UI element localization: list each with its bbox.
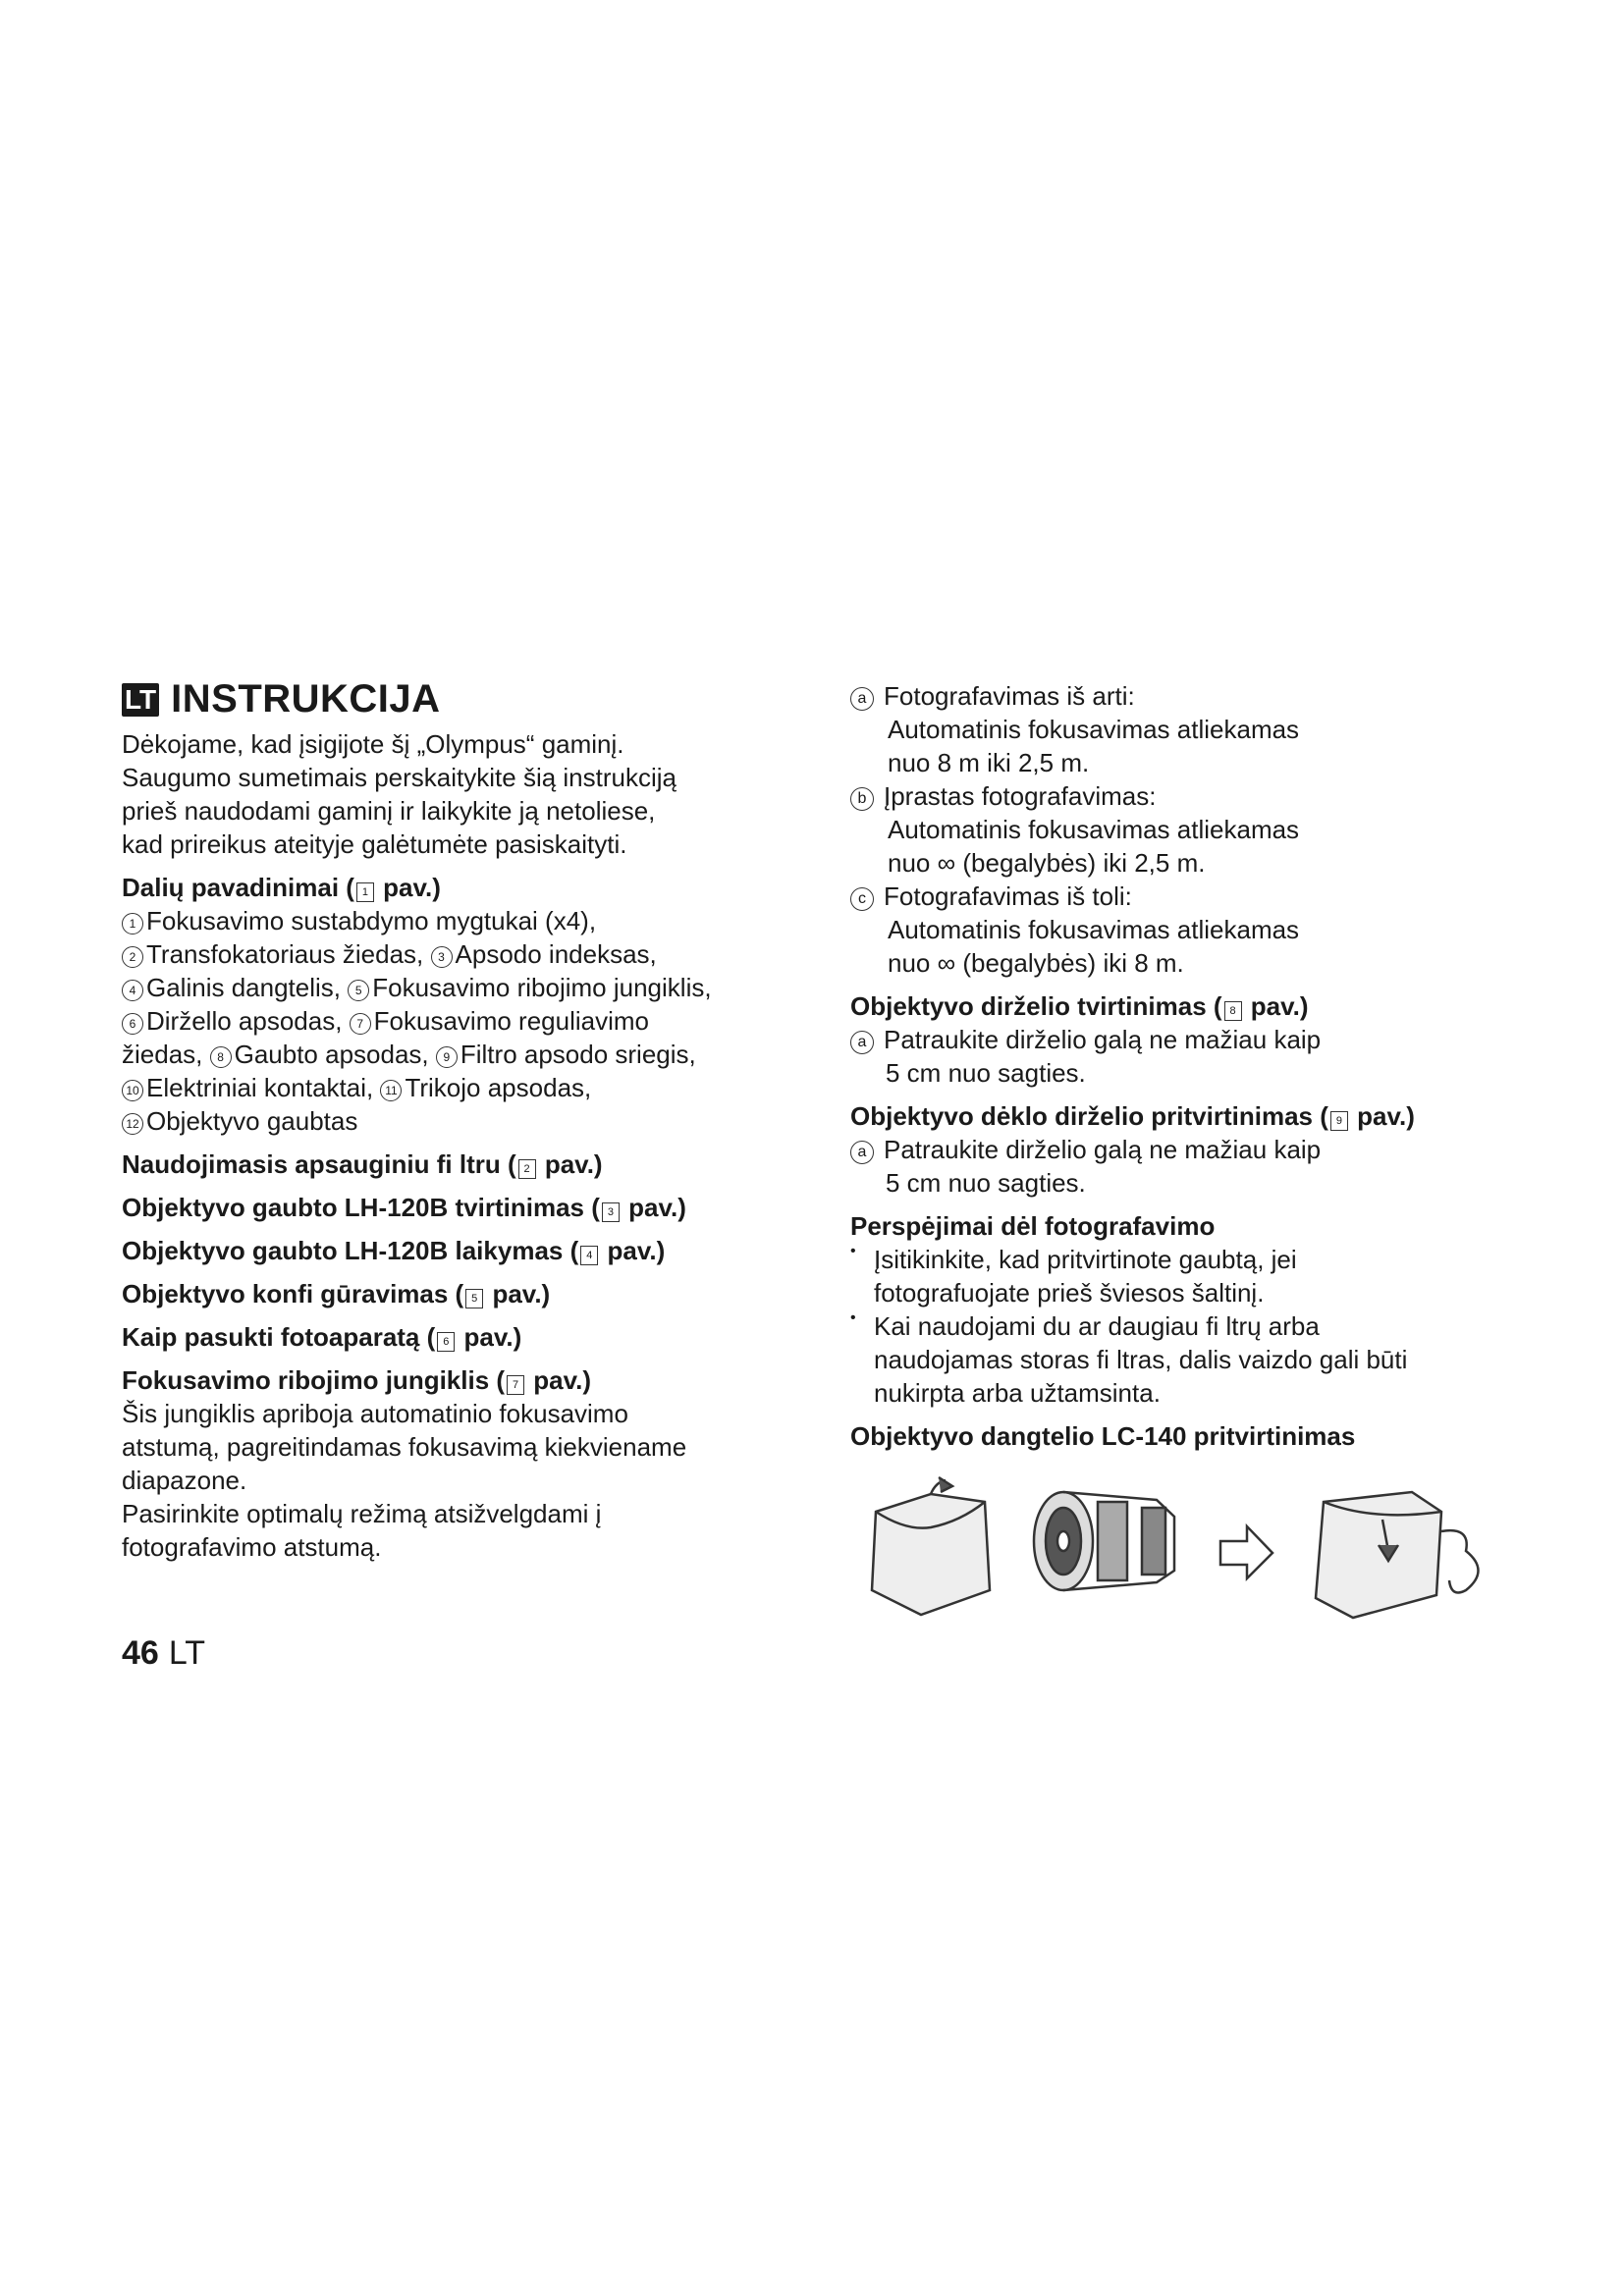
part-number: 12 [122, 1113, 143, 1135]
case-strap-text: Patraukite dirželio galą ne mažiau kaip [884, 1135, 1322, 1164]
part-text: žiedas, [122, 1040, 210, 1069]
bullet-dot: • [850, 1243, 856, 1259]
part-text: Trikojo apsodas, [405, 1073, 592, 1102]
page-number: 46 [122, 1634, 159, 1672]
right-column [850, 679, 1498, 1453]
part-number: 2 [122, 946, 143, 968]
section-heading [122, 1320, 809, 1354]
heading-text: Objektyvo gaubto LH-120B laikymas ( [122, 1236, 579, 1265]
heading-text: Objektyvo dėklo dirželio pritvirtinimas ( [850, 1101, 1328, 1131]
body-line: atstumą, pagreitindamas fokusavimą kiekviename [122, 1432, 687, 1462]
heading-text: Kaip pasukti fotoaparatą ( [122, 1322, 436, 1352]
mode-list [850, 679, 1498, 980]
strap-text: Patraukite dirželio galą ne mažiau kaip [884, 1025, 1322, 1054]
part-number: 10 [122, 1080, 143, 1101]
warning-line: Įsitikinkite, kad pritvirtinote gaubtą, jei [874, 1245, 1297, 1274]
part-text: Transfokatoriaus žiedas, [146, 939, 431, 969]
mode-title [850, 880, 1498, 913]
heading-text: Objektyvo gaubto LH-120B tvirtinimas ( [122, 1193, 600, 1222]
section-heading [122, 1234, 809, 1267]
lens-drawing [1034, 1492, 1174, 1590]
mode-line: Automatinis fokusavimas atliekamas [888, 915, 1300, 944]
strap-heading [850, 989, 1498, 1023]
heading-text: Objektyvo konfi gūravimas ( [122, 1279, 464, 1308]
intro-line: Dėkojame, kad įsigijote šį „Olympus“ gaminį. [122, 729, 624, 759]
mode-line: nuo 8 m iki 2,5 m. [888, 748, 1090, 777]
parts-line [122, 1038, 809, 1071]
open-cap-drawing [872, 1477, 990, 1615]
intro-line: kad prireikus ateityje galėtumėte pasiskaityti. [122, 829, 627, 859]
cap-illustration [862, 1472, 1490, 1629]
part-text: Objektyvo gaubtas [146, 1106, 358, 1136]
part-number: 7 [350, 1013, 371, 1035]
strap-line [850, 1023, 1498, 1056]
part-text: Apsodo indeksas, [455, 939, 657, 969]
heading-end: pav.) [1243, 991, 1309, 1021]
parts-line [122, 1004, 809, 1038]
heading-end: pav.) [537, 1149, 603, 1179]
cap-heading: Objektyvo dangtelio LC-140 pritvirtinimas [850, 1421, 1356, 1451]
heading-text: Objektyvo dirželio tvirtinimas ( [850, 991, 1222, 1021]
warning-text [874, 1309, 1498, 1410]
case-strap-line [850, 1133, 1498, 1166]
part-text: Galinis dangtelis, [146, 973, 349, 1002]
part-number: 5 [348, 980, 369, 1001]
heading-end: pav.) [485, 1279, 551, 1308]
parts-list [122, 904, 809, 1138]
figure-ref: 6 [437, 1332, 455, 1352]
heading-end: pav.) [1349, 1101, 1415, 1131]
parts-line [122, 971, 809, 1004]
part-text: Fokusavimo sustabdymo mygtukai (x4), [146, 906, 597, 935]
warning-text [874, 1243, 1498, 1309]
warning-line: fotografuojate prieš šviesos šaltinį. [874, 1278, 1265, 1308]
warning-item [850, 1309, 1498, 1410]
heading-text: Fokusavimo ribojimo jungiklis ( [122, 1365, 506, 1395]
part-number: 11 [380, 1080, 402, 1101]
left-column [122, 677, 809, 1564]
heading-end: pav.) [526, 1365, 592, 1395]
closed-cap-drawing [1316, 1492, 1479, 1618]
body-line: diapazone. [122, 1466, 247, 1495]
part-number: 9 [436, 1046, 458, 1068]
part-number: 4 [122, 980, 143, 1001]
part-text: Diržello apsodas, [146, 1006, 350, 1036]
mode-line: nuo ∞ (begalybės) iki 2,5 m. [888, 848, 1206, 878]
section-heading [122, 1191, 809, 1224]
warning-line: nukirpta arba užtamsinta. [874, 1378, 1161, 1408]
mode-letter: c [850, 887, 874, 911]
body-line: Pasirinkite optimalų režimą atsižvelgdami į [122, 1499, 602, 1528]
body-line: fotografavimo atstumą. [122, 1532, 382, 1562]
mode-title-text: Fotografavimas iš toli: [884, 881, 1132, 911]
mode-title [850, 779, 1498, 813]
intro-text [122, 727, 809, 861]
part-number: 8 [210, 1046, 232, 1068]
strap-line: 5 cm nuo sagties. [886, 1058, 1086, 1088]
parts-line [122, 1104, 809, 1138]
part-text: Fokusavimo reguliavimo [373, 1006, 649, 1036]
intro-line: Saugumo sumetimais perskaitykite šią instrukciją [122, 763, 677, 792]
section-heading [122, 1363, 809, 1397]
bullet-dot: • [850, 1309, 856, 1326]
parts-line [122, 904, 809, 937]
step-letter: a [850, 1031, 874, 1054]
heading-text: Naudojimasis apsauginiu fi ltru ( [122, 1149, 516, 1179]
intro-line: prieš naudodami gaminį ir laikykite ją netoliese, [122, 796, 656, 826]
part-text: Gaubto apsodas, [234, 1040, 436, 1069]
figure-ref: 1 [356, 882, 374, 902]
section-heading [122, 1277, 809, 1310]
warning-line: Kai naudojami du ar daugiau fi ltrų arba [874, 1311, 1320, 1341]
title-row [122, 677, 809, 721]
mode-line: Automatinis fokusavimas atliekamas [888, 815, 1300, 844]
part-number: 1 [122, 913, 143, 934]
part-text: Fokusavimo ribojimo jungiklis, [372, 973, 712, 1002]
heading-end: pav.) [621, 1193, 686, 1222]
figure-ref: 4 [580, 1246, 598, 1265]
part-text: Filtro apsodo sriegis, [460, 1040, 696, 1069]
figure-ref: 8 [1224, 1001, 1242, 1021]
part-text: Elektriniai kontaktai, [146, 1073, 381, 1102]
case-strap-line: 5 cm nuo sagties. [886, 1168, 1086, 1198]
parts-heading [122, 871, 809, 904]
part-number: 6 [122, 1013, 143, 1035]
footer-lang: LT [168, 1634, 205, 1672]
mode-letter: b [850, 787, 874, 811]
warning-item [850, 1243, 1498, 1309]
figure-ref: 2 [518, 1159, 536, 1179]
mode-line: nuo ∞ (begalybės) iki 8 m. [888, 948, 1184, 978]
parts-heading-end: pav.) [375, 873, 441, 902]
mode-line: Automatinis fokusavimas atliekamas [888, 715, 1300, 744]
parts-line [122, 937, 809, 971]
mode-title [850, 679, 1498, 713]
mode-letter: a [850, 687, 874, 711]
parts-heading-text: Dalių pavadinimai ( [122, 873, 354, 902]
figure-ref: 3 [602, 1202, 620, 1222]
warnings-heading: Perspėjimai dėl fotografavimo [850, 1211, 1216, 1241]
section-heading [122, 1148, 809, 1181]
mode-title-text: Įprastas fotografavimas: [884, 781, 1157, 811]
figure-ref: 9 [1330, 1111, 1348, 1131]
part-number: 3 [431, 946, 453, 968]
heading-end: pav.) [457, 1322, 522, 1352]
heading-end: pav.) [600, 1236, 666, 1265]
figure-ref: 5 [465, 1289, 483, 1308]
mode-title-text: Fotografavimas iš arti: [884, 681, 1135, 711]
focus-limit-text [122, 1397, 809, 1564]
figure-ref: 7 [507, 1375, 524, 1395]
arrow-drawing [1220, 1526, 1272, 1578]
cap-illustration-svg [862, 1472, 1490, 1629]
warning-line: naudojamas storas fi ltras, dalis vaizdo gali būti [874, 1345, 1408, 1374]
body-line: Šis jungiklis apriboja automatinio fokusavimo [122, 1399, 628, 1428]
page-title: INSTRUKCIJA [171, 677, 441, 721]
parts-line [122, 1071, 809, 1104]
language-badge: LT [122, 683, 159, 717]
step-letter: a [850, 1141, 874, 1164]
page-footer [122, 1633, 205, 1673]
case-strap-heading [850, 1099, 1498, 1133]
